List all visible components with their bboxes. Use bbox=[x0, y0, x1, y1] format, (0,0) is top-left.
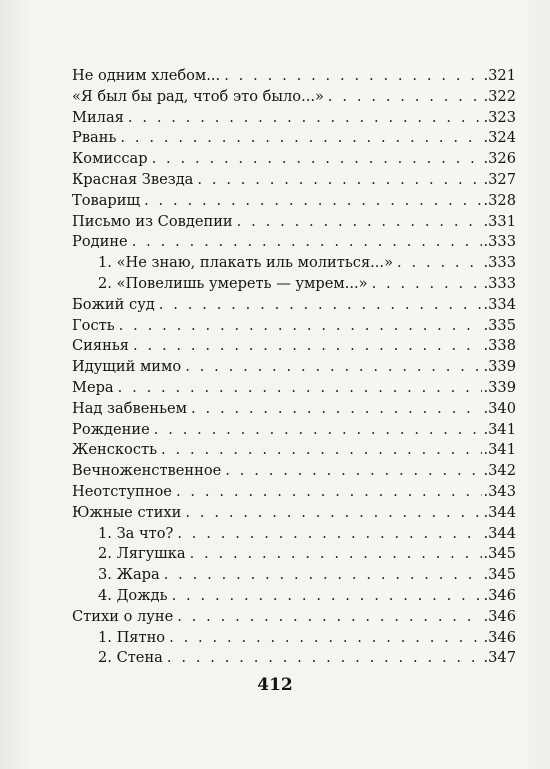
dot-leader bbox=[237, 212, 482, 233]
toc-entry-page: .322 bbox=[483, 87, 516, 105]
dot-leader bbox=[132, 232, 482, 253]
toc-subentry bbox=[72, 565, 516, 586]
toc-subentry bbox=[72, 586, 516, 607]
dot-leader bbox=[120, 128, 481, 149]
toc-entry-page: .345 bbox=[483, 545, 516, 563]
toc-entry bbox=[72, 378, 516, 399]
toc-entry-page: .344 bbox=[483, 503, 516, 521]
toc-entry-page: .333 bbox=[483, 274, 516, 292]
dot-leader bbox=[167, 648, 482, 669]
toc-entry bbox=[72, 420, 516, 441]
toc-entry-page: .331 bbox=[483, 212, 516, 230]
toc-entry-title: Не одним хлебом... bbox=[72, 67, 221, 84]
toc-entry bbox=[72, 212, 516, 233]
dot-leader bbox=[128, 108, 482, 129]
dot-leader bbox=[177, 607, 481, 628]
toc-subentry bbox=[72, 274, 516, 295]
toc-entry-page: .321 bbox=[483, 67, 516, 84]
toc-entry bbox=[72, 607, 516, 628]
page-number: 412 bbox=[257, 675, 293, 695]
toc-entry bbox=[72, 66, 516, 87]
toc-entry bbox=[72, 461, 516, 482]
toc-entry-title: 2. Стена bbox=[98, 649, 163, 667]
toc-entry bbox=[72, 295, 516, 316]
toc-entry-title: 1. «Не знаю, плакать иль молиться...» bbox=[98, 254, 394, 272]
toc-entry-title: 1. За что? bbox=[98, 524, 174, 542]
toc-entry-title: Рвань bbox=[72, 129, 117, 147]
toc-entry bbox=[72, 336, 516, 357]
toc-entry-title: Комиссар bbox=[72, 150, 148, 168]
dot-leader bbox=[225, 461, 481, 482]
dot-leader bbox=[176, 482, 482, 503]
toc-entry-title: Идущий мимо bbox=[72, 358, 182, 376]
toc-entry bbox=[72, 503, 516, 524]
toc-entry bbox=[72, 191, 516, 212]
toc-entry bbox=[72, 108, 516, 129]
toc-entry-page: .343 bbox=[483, 482, 516, 500]
toc-subentry bbox=[72, 544, 516, 565]
toc-entry-title: «Я был бы рад, чтоб это было...» bbox=[72, 87, 324, 105]
toc-entry-page: .347 bbox=[483, 649, 516, 667]
dot-leader bbox=[159, 295, 482, 316]
dot-leader bbox=[197, 170, 481, 191]
toc-entry-page: .324 bbox=[483, 129, 516, 147]
toc-entry-page: .344 bbox=[483, 524, 516, 542]
toc-entry bbox=[72, 357, 516, 378]
toc-entry-title: Рождение bbox=[72, 420, 150, 438]
toc-entry-title: Письмо из Совдепии bbox=[72, 212, 233, 230]
toc-entry-page: .342 bbox=[483, 462, 516, 480]
toc-entry-page: .333 bbox=[483, 254, 516, 272]
toc-entry bbox=[72, 170, 516, 191]
toc-entry-title: Божий суд bbox=[72, 295, 155, 313]
toc-entry-page: .346 bbox=[483, 586, 516, 604]
toc-subentry bbox=[72, 648, 516, 669]
toc-entry-page: .341 bbox=[483, 441, 516, 459]
toc-entry bbox=[72, 440, 516, 461]
dot-leader bbox=[152, 149, 482, 170]
dot-leader bbox=[185, 503, 481, 524]
dot-leader bbox=[119, 316, 482, 337]
toc-entry bbox=[72, 149, 516, 170]
dot-leader bbox=[154, 420, 482, 441]
toc-entry-title: 1. Пятно bbox=[98, 628, 166, 646]
toc-entry-page: .333 bbox=[483, 233, 516, 251]
toc-entry-page: .346 bbox=[483, 607, 516, 625]
toc-entry-title: Сиянья bbox=[72, 337, 129, 355]
toc-entry-title: Женскость bbox=[72, 441, 158, 459]
toc-entry-title: Неотступное bbox=[72, 482, 172, 500]
toc-entry-title: Родине bbox=[72, 233, 128, 251]
dot-leader bbox=[161, 440, 481, 461]
toc-entry bbox=[72, 399, 516, 420]
toc-entry-page: .340 bbox=[483, 399, 516, 417]
toc-entry-page: .339 bbox=[483, 378, 516, 396]
toc-entry-page: .326 bbox=[483, 150, 516, 168]
toc-subentry bbox=[72, 253, 516, 274]
toc-entry-page: .341 bbox=[483, 420, 516, 438]
toc-subentry bbox=[72, 628, 516, 649]
dot-leader bbox=[328, 87, 482, 108]
dot-leader bbox=[372, 274, 482, 295]
toc-entry-title: Товарищ bbox=[72, 191, 141, 209]
toc-entry-page: .328 bbox=[483, 191, 516, 209]
toc-entry-title: Над забвеньем bbox=[72, 399, 188, 417]
toc-entry-title: Мера bbox=[72, 378, 114, 396]
dot-leader bbox=[177, 524, 481, 545]
toc-entry-title: Южные стихи bbox=[72, 503, 182, 521]
dot-leader bbox=[191, 399, 481, 420]
dot-leader bbox=[133, 336, 482, 357]
toc-entry-title: 4. Дождь bbox=[98, 586, 168, 604]
toc-entry-page: .335 bbox=[483, 316, 516, 334]
toc-entry-title: Стихи о луне bbox=[72, 607, 174, 625]
toc-entry-page: .327 bbox=[483, 170, 516, 188]
toc-entry-title: Вечноженственное bbox=[72, 462, 222, 480]
toc-entry-page: .334 bbox=[483, 295, 516, 313]
toc-entry-page: .338 bbox=[483, 337, 516, 355]
dot-leader bbox=[144, 191, 481, 212]
dot-leader bbox=[224, 66, 481, 87]
toc-entry-title: 3. Жара bbox=[98, 566, 160, 584]
table-of-contents bbox=[72, 66, 516, 669]
dot-leader bbox=[169, 628, 481, 649]
toc-entry-page: .323 bbox=[483, 108, 516, 126]
dot-leader bbox=[164, 565, 482, 586]
dot-leader bbox=[190, 544, 482, 565]
toc-entry-page: .346 bbox=[483, 628, 516, 646]
toc-entry-page: .339 bbox=[483, 358, 516, 376]
toc-entry-title: Гость bbox=[72, 316, 115, 334]
toc-entry bbox=[72, 128, 516, 149]
toc-subentry bbox=[72, 524, 516, 545]
toc-entry-title: 2. Лягушка bbox=[98, 545, 186, 563]
dot-leader bbox=[118, 378, 482, 399]
dot-leader bbox=[397, 253, 481, 274]
toc-entry-title: Красная Звезда bbox=[72, 170, 194, 188]
toc-entry-title: 2. «Повелишь умереть — умрем...» bbox=[98, 274, 368, 292]
dot-leader bbox=[185, 357, 481, 378]
toc-entry-page: .345 bbox=[483, 566, 516, 584]
dot-leader bbox=[172, 586, 482, 607]
toc-entry bbox=[72, 316, 516, 337]
toc-entry bbox=[72, 232, 516, 253]
toc-entry bbox=[72, 87, 516, 108]
toc-entry bbox=[72, 482, 516, 503]
toc-entry-title: Милая bbox=[72, 108, 124, 126]
